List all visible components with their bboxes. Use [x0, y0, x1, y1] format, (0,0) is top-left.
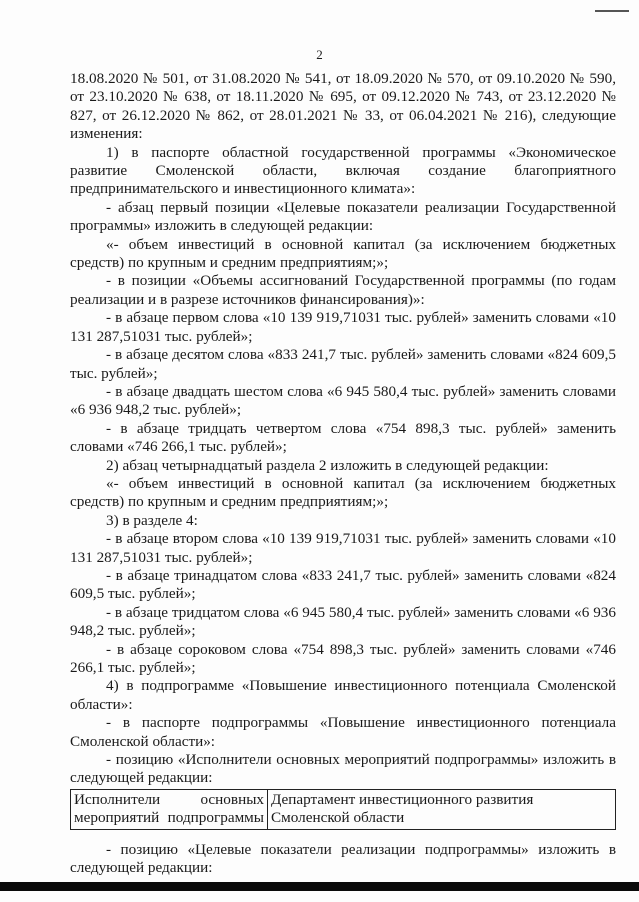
paragraph: - позицию «Исполнители основных мероприятий подпрограммы» изложить в следующей редакции: — [70, 751, 616, 787]
executors-table — [70, 789, 616, 830]
table-cell-value: Департамент инвестиционного развития Смоленской области — [268, 789, 616, 829]
paragraph: 2) абзац четырнадцатый раздела 2 изложить в следующей редакции: — [106, 456, 549, 474]
document-body — [70, 70, 616, 877]
paragraph: - в абзаце тридцать четвертом слова «754 898,3 тыс. рублей» заменить словами «746 266,1 тыс. рублей»; — [70, 419, 616, 456]
paragraph: - абзац первый позиции «Целевые показатели реализации Государственной программы» изложить в следующей редакции: — [70, 198, 616, 235]
paragraph: «- объем инвестиций в основной капитал (за исключением бюджетных средств) по крупным и средним предприятиям;»; — [70, 474, 616, 511]
table-row — [71, 789, 616, 829]
paragraph: - в позиции «Объемы ассигнований Государственной программы (по годам реализации и в разрезе источников финансирования)»: — [70, 272, 616, 308]
paragraphs-before-table — [70, 70, 616, 788]
table-cell-label: Исполнители основных мероприятий подпрограммы — [71, 789, 268, 829]
paragraph: 4) в подпрограмме «Повышение инвестиционного потенциала Смоленской области»: — [70, 677, 616, 713]
paragraph: - в абзаце двадцать шестом слова «6 945 580,4 тыс. рублей» заменить словами «6 936 948,2 тыс. рублей»; — [70, 382, 616, 419]
scan-edge-bar — [0, 882, 639, 891]
paragraph: «- объем инвестиций в основной капитал (за исключением бюджетных средств) по крупным и средним предприятиям;»; — [70, 235, 616, 272]
scan-mark — [595, 10, 629, 12]
paragraph: - позицию «Целевые показатели реализации подпрограммы» изложить в следующей редакции: — [70, 840, 616, 877]
paragraph: - в паспорте подпрограммы «Повышение инвестиционного потенциала Смоленской области»: — [70, 714, 616, 750]
paragraph: - в абзаце тридцатом слова «6 945 580,4 тыс. рублей» заменить словами «6 936 948,2 тыс. рублей»; — [70, 603, 616, 640]
page-number: 2 — [316, 47, 323, 62]
paragraph: - в абзаце десятом слова «833 241,7 тыс. рублей» заменить словами «824 609,5 тыс. рублей»; — [70, 346, 616, 382]
paragraph: - в абзаце сороковом слова «754 898,3 тыс. рублей» заменить словами «746 266,1 тыс. рублей»; — [70, 640, 616, 676]
paragraph: 3) в разделе 4: — [106, 511, 198, 529]
paragraphs-after-table — [70, 841, 616, 878]
paragraph: 1) в паспорте областной государственной программы «Экономическое развитие Смоленской области, включая создание благоприятного предпринимательского и инвестиционного климата»: — [70, 143, 616, 198]
paragraph: - в абзаце втором слова «10 139 919,71031 тыс. рублей» заменить словами «10 131 287,51031 тыс. рублей»; — [70, 530, 616, 566]
paragraph: 18.08.2020 № 501, от 31.08.2020 № 541, от 18.09.2020 № 570, от 09.10.2020 № 590, от 23.10.2020 № 638, от 18.11.2020 № 695, от 09.12.2020 № 743, от 23.12.2020 № 827, от 26.12.2020 № 862, от 28.01.2021 № 33, от 06.04.2021 № 216), следующие изменения: — [70, 70, 616, 143]
paragraph: - в абзаце первом слова «10 139 919,71031 тыс. рублей» заменить словами «10 131 287,51031 тыс. рублей»; — [70, 309, 616, 345]
paragraph: - в абзаце тринадцатом слова «833 241,7 тыс. рублей» заменить словами «824 609,5 тыс. рублей»; — [70, 566, 616, 603]
